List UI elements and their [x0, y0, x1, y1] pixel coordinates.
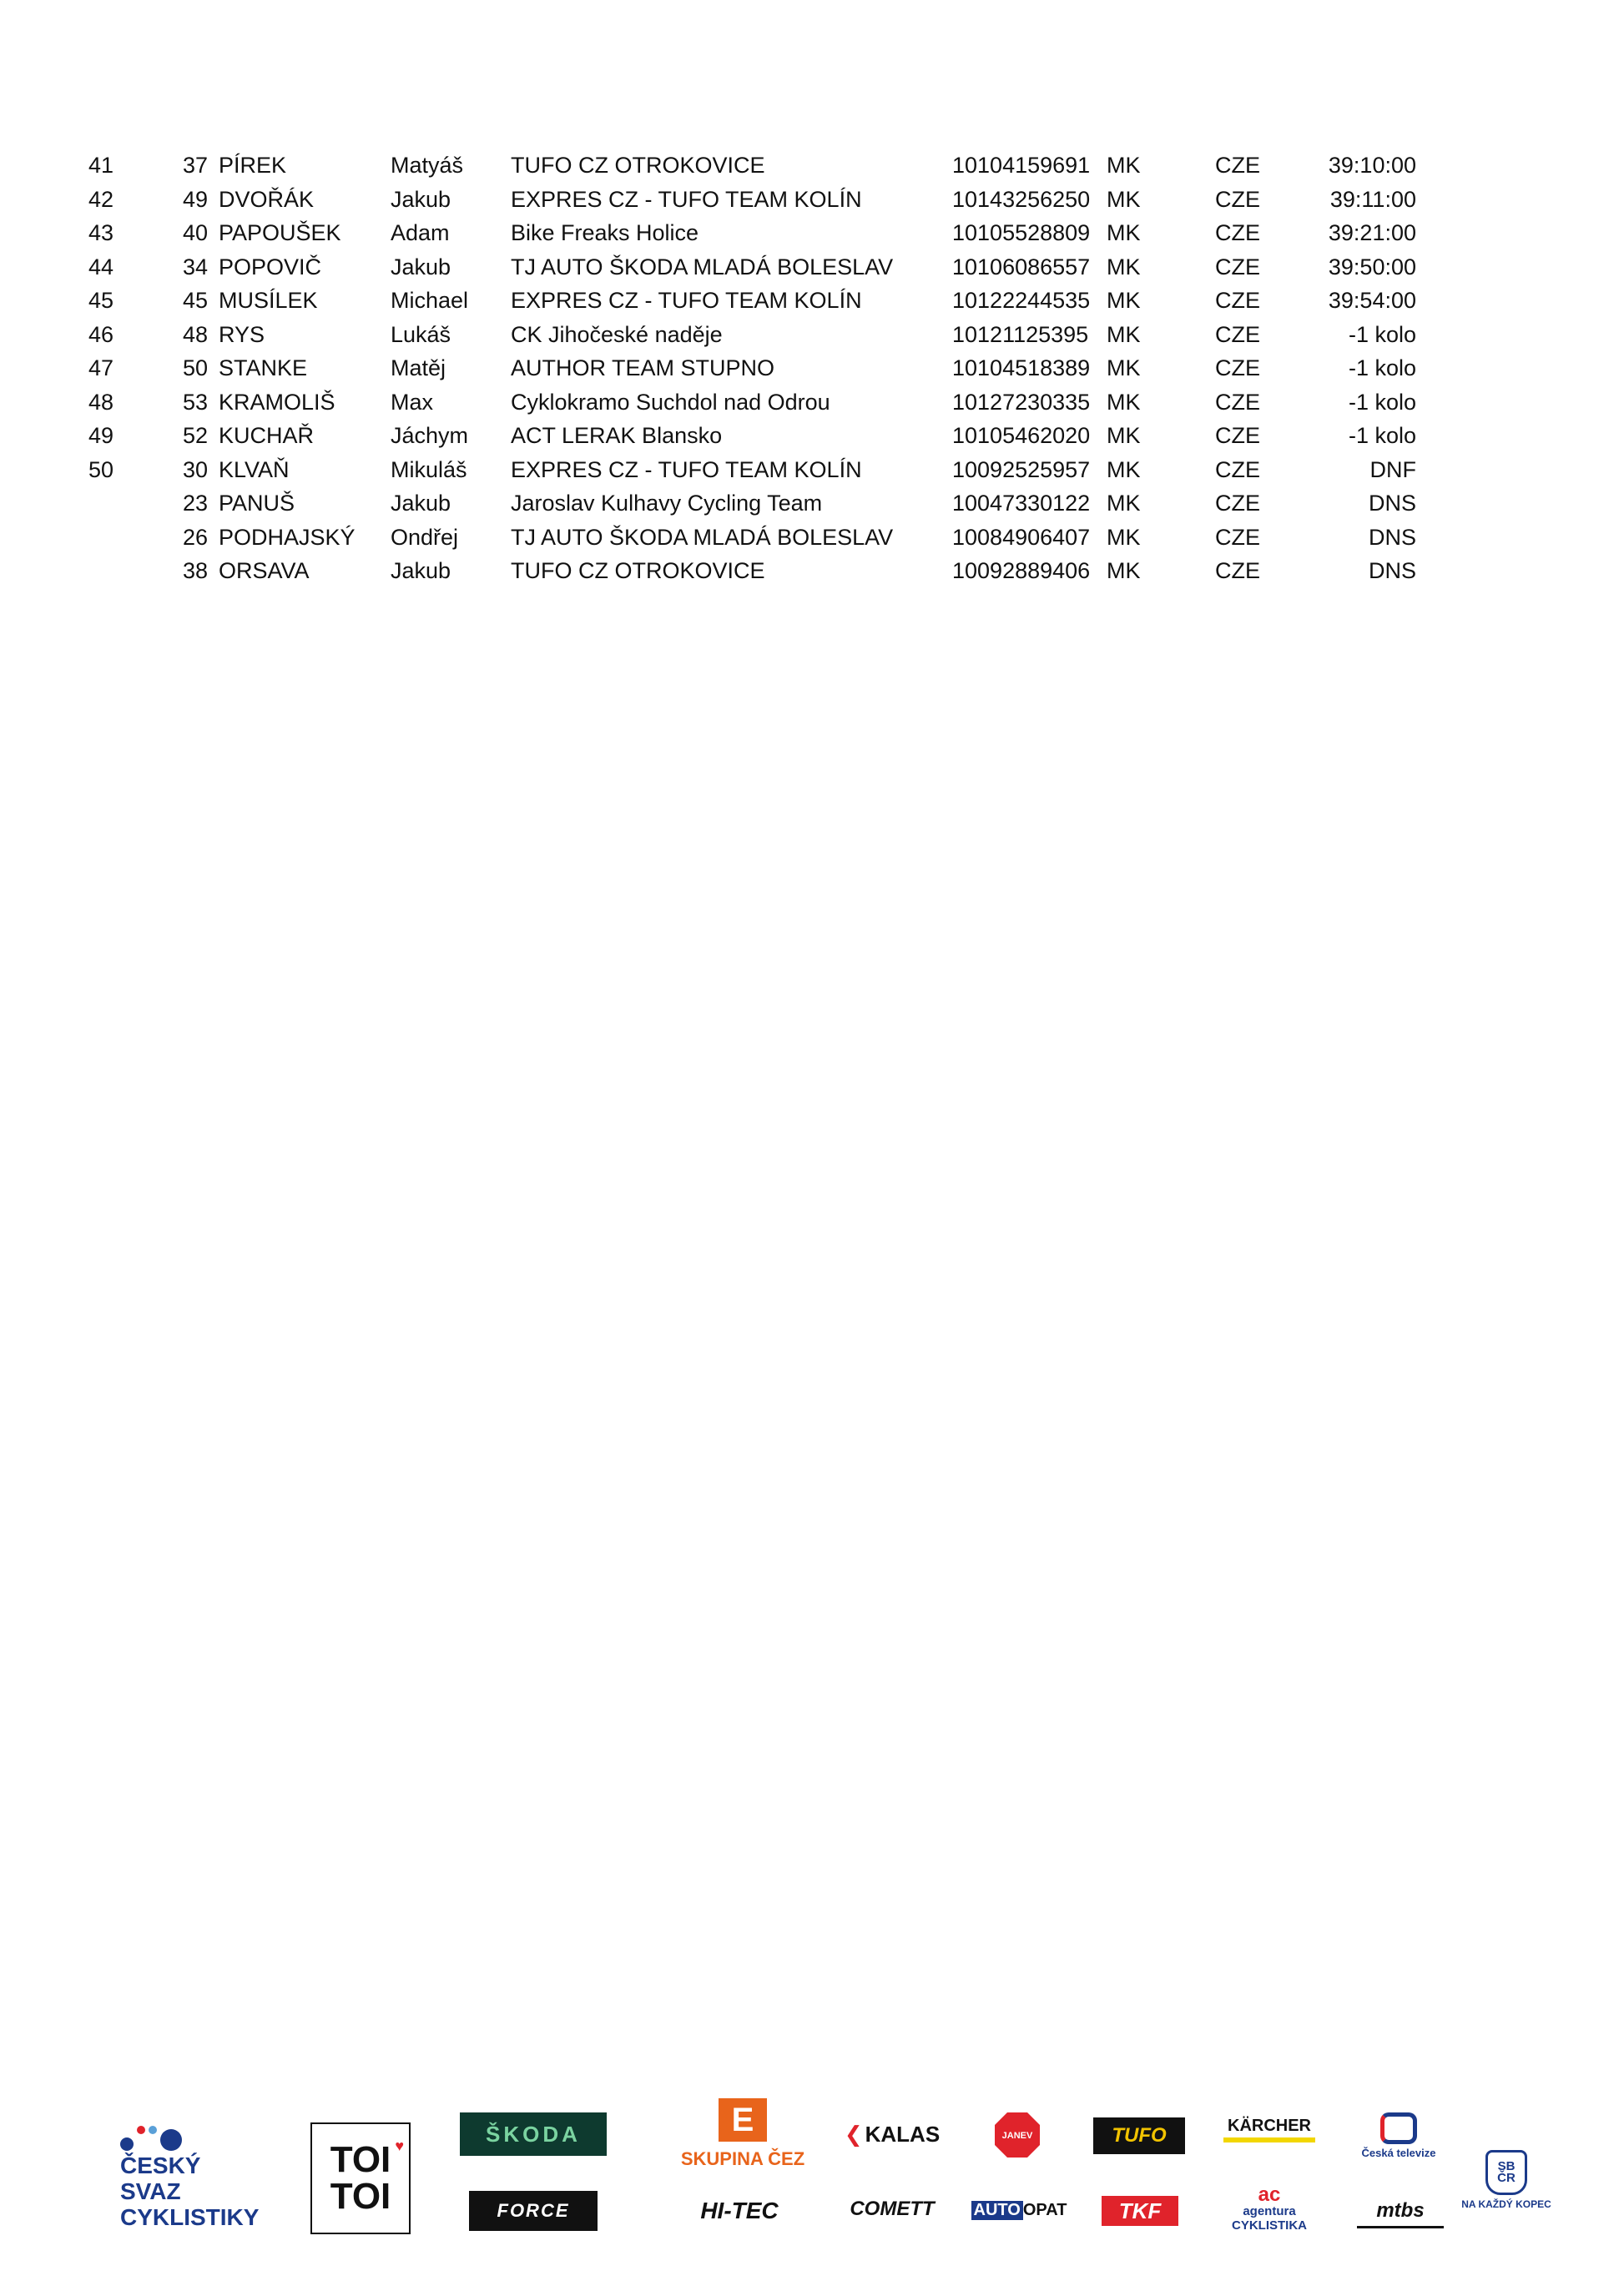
heart-icon: ♥	[395, 2137, 404, 2154]
kalas-logo	[833, 2117, 951, 2151]
rank-cell: 42	[88, 186, 114, 212]
ceska-televize-logo	[1344, 2111, 1454, 2161]
rank-cell: 43	[88, 220, 114, 245]
category-cell: MK	[1107, 321, 1141, 347]
category-cell: MK	[1107, 288, 1141, 313]
karcher-logo	[1218, 2114, 1320, 2144]
table-row	[0, 318, 1624, 352]
time-cell: 39:21:00	[1328, 220, 1416, 245]
janev-logo	[993, 2111, 1041, 2159]
csc-line-3: CYKLISTIKY	[120, 2204, 260, 2230]
table-row	[0, 419, 1624, 453]
team-cell: TUFO CZ OTROKOVICE	[511, 558, 765, 583]
firstname-cell: Michael	[391, 288, 469, 313]
hitec-logo: HI-TEC	[700, 2198, 779, 2223]
uci-id-cell: 10143256250	[952, 186, 1091, 212]
agentura-mark-icon: ac	[1258, 2183, 1281, 2206]
uci-id-cell: 10084906407	[952, 524, 1091, 550]
nationality-cell: CZE	[1215, 558, 1260, 583]
kalas-text: KALAS	[865, 2121, 941, 2147]
time-cell: DNS	[1368, 524, 1416, 550]
firstname-cell: Jakub	[391, 491, 451, 516]
rank-cell: 48	[88, 389, 114, 415]
nationality-cell: CZE	[1215, 254, 1260, 279]
category-cell: MK	[1107, 389, 1141, 415]
surname-cell: MUSÍLEK	[219, 288, 318, 313]
bib-number-cell: 38	[183, 558, 209, 583]
surname-cell: PÍREK	[219, 153, 287, 178]
uci-id-cell: 10092525957	[952, 456, 1091, 482]
kalas-mark-icon: ❮	[844, 2121, 863, 2147]
table-row	[0, 183, 1624, 217]
nationality-cell: CZE	[1215, 491, 1260, 516]
toitoi-line-1: TOI	[330, 2139, 391, 2180]
team-cell: TUFO CZ OTROKOVICE	[511, 153, 765, 178]
surname-cell: RYS	[219, 321, 265, 347]
category-cell: MK	[1107, 355, 1141, 380]
sbcr-shield-icon: SB ČR	[1485, 2150, 1527, 2195]
csc-line-1: ČESKÝ	[120, 2152, 201, 2178]
rank-cell: 45	[88, 288, 114, 313]
surname-cell: KLVAŇ	[219, 456, 290, 482]
table-row	[0, 149, 1624, 183]
bib-number-cell: 53	[183, 389, 209, 415]
surname-cell: KRAMOLIŠ	[219, 389, 335, 415]
rank-cell: 46	[88, 321, 114, 347]
surname-cell: PANUŠ	[219, 491, 295, 516]
karcher-bar	[1223, 2137, 1315, 2142]
tkf-logo: TKF	[1102, 2196, 1178, 2226]
time-cell: 39:50:00	[1328, 254, 1416, 279]
toitoi-line-2: TOI	[330, 2176, 391, 2217]
firstname-cell: Lukáš	[391, 321, 451, 347]
nationality-cell: CZE	[1215, 321, 1260, 347]
cez-mark-icon: E	[719, 2098, 767, 2142]
table-row	[0, 521, 1624, 555]
time-cell: 39:11:00	[1329, 186, 1416, 212]
firstname-cell: Jáchym	[391, 423, 469, 448]
category-cell: MK	[1107, 558, 1141, 583]
bib-number-cell: 52	[183, 423, 209, 448]
firstname-cell: Jakub	[391, 186, 451, 212]
firstname-cell: Jakub	[391, 254, 451, 279]
team-cell: EXPRES CZ - TUFO TEAM KOLÍN	[511, 288, 862, 313]
tufo-logo: TUFO	[1093, 2117, 1185, 2154]
janev-text: JANEV	[1001, 2131, 1033, 2141]
time-cell: DNF	[1369, 456, 1416, 482]
nationality-cell: CZE	[1215, 524, 1260, 550]
karcher-text: KÄRCHER	[1228, 2116, 1311, 2135]
table-row	[0, 250, 1624, 284]
results-table	[0, 149, 1624, 588]
category-cell: MK	[1107, 153, 1141, 178]
uci-id-cell: 10092889406	[952, 558, 1091, 583]
team-cell: Bike Freaks Holice	[511, 220, 699, 245]
autoopat-a: AUTO	[971, 2201, 1023, 2220]
bib-number-cell: 45	[183, 288, 209, 313]
table-row	[0, 385, 1624, 420]
rank-cell: 49	[88, 423, 114, 448]
time-cell: 39:10:00	[1328, 153, 1416, 178]
team-cell: Jaroslav Kulhavy Cycling Team	[511, 491, 823, 516]
uci-id-cell: 10105528809	[952, 220, 1091, 245]
team-cell: ACT LERAK Blansko	[511, 423, 723, 448]
table-row	[0, 554, 1624, 588]
janev-octagon-icon	[993, 2111, 1041, 2159]
surname-cell: PAPOUŠEK	[219, 220, 341, 245]
uci-id-cell: 10127230335	[952, 389, 1091, 415]
ct-text: Česká televize	[1361, 2147, 1436, 2159]
skoda-logo: ŠKODA	[460, 2112, 607, 2156]
firstname-cell: Mikuláš	[391, 456, 467, 482]
sbcr-text: NA KAŽDÝ KOPEC	[1461, 2198, 1551, 2210]
category-cell: MK	[1107, 254, 1141, 279]
team-cell: Cyklokramo Suchdol nad Odrou	[511, 389, 830, 415]
team-cell: EXPRES CZ - TUFO TEAM KOLÍN	[511, 186, 862, 212]
agentura-line-2: CYKLISTIKA	[1232, 2218, 1307, 2233]
rank-cell: 44	[88, 254, 114, 279]
firstname-cell: Ondřej	[391, 524, 459, 550]
agentura-line-1: agentura	[1243, 2204, 1296, 2218]
team-cell: AUTHOR TEAM STUPNO	[511, 355, 775, 380]
uci-id-cell: 10104518389	[952, 355, 1091, 380]
autoopat-b: OPAT	[1022, 2200, 1067, 2219]
bib-number-cell: 26	[183, 524, 209, 550]
time-cell: -1 kolo	[1348, 423, 1416, 448]
comett-logo: COMETT	[850, 2198, 935, 2220]
rank-cell: 47	[88, 355, 114, 380]
bib-number-cell: 23	[183, 491, 209, 516]
ct-mark-icon	[1380, 2112, 1417, 2144]
sbcr-logo	[1460, 2142, 1552, 2218]
bib-number-cell: 49	[183, 186, 209, 212]
category-cell: MK	[1107, 491, 1141, 516]
surname-cell: ORSAVA	[219, 558, 310, 583]
csc-line-2: SVAZ	[120, 2178, 181, 2204]
bib-number-cell: 34	[183, 254, 209, 279]
firstname-cell: Jakub	[391, 558, 451, 583]
time-cell: -1 kolo	[1348, 321, 1416, 347]
category-cell: MK	[1107, 456, 1141, 482]
category-cell: MK	[1107, 186, 1141, 212]
surname-cell: KUCHAŘ	[219, 423, 315, 448]
bib-number-cell: 50	[183, 355, 209, 380]
uci-id-cell: 10121125395	[952, 321, 1089, 347]
bib-number-cell: 30	[183, 456, 209, 482]
table-row	[0, 453, 1624, 487]
time-cell: -1 kolo	[1348, 355, 1416, 380]
nationality-cell: CZE	[1215, 153, 1260, 178]
sponsor-logos	[108, 2092, 1551, 2234]
team-cell: EXPRES CZ - TUFO TEAM KOLÍN	[511, 456, 862, 482]
nationality-cell: CZE	[1215, 389, 1260, 415]
surname-cell: POPOVIČ	[219, 254, 322, 279]
nationality-cell: CZE	[1215, 355, 1260, 380]
firstname-cell: Matěj	[391, 355, 446, 380]
autoopat-logo	[966, 2196, 1072, 2224]
surname-cell: STANKE	[219, 355, 308, 380]
uci-id-cell: 10047330122	[952, 491, 1091, 516]
bib-number-cell: 37	[183, 153, 209, 178]
time-cell: DNS	[1368, 558, 1416, 583]
toitoi-logo	[310, 2122, 411, 2234]
cesky-svaz-cyklistiky-logo	[120, 2122, 279, 2231]
nationality-cell: CZE	[1215, 220, 1260, 245]
firstname-cell: Matyáš	[391, 153, 464, 178]
category-cell: MK	[1107, 220, 1141, 245]
bib-number-cell: 48	[183, 321, 209, 347]
time-cell: 39:54:00	[1328, 288, 1416, 313]
table-row	[0, 284, 1624, 318]
rank-cell: 50	[88, 456, 114, 482]
nationality-cell: CZE	[1215, 456, 1260, 482]
surname-cell: PODHAJSKÝ	[219, 524, 356, 550]
uci-id-cell: 10105462020	[952, 423, 1091, 448]
table-row	[0, 216, 1624, 250]
team-cell: CK Jihočeské naděje	[511, 321, 723, 347]
uci-id-cell: 10106086557	[952, 254, 1091, 279]
team-cell: TJ AUTO ŠKODA MLADÁ BOLESLAV	[511, 254, 894, 279]
firstname-cell: Max	[391, 389, 434, 415]
agentura-cyklistika-logo	[1218, 2184, 1320, 2234]
uci-id-cell: 10122244535	[952, 288, 1091, 313]
firstname-cell: Adam	[391, 220, 450, 245]
time-cell: DNS	[1368, 491, 1416, 516]
rank-cell: 41	[88, 153, 114, 178]
table-row	[0, 351, 1624, 385]
time-cell: -1 kolo	[1348, 389, 1416, 415]
skupina-cez-logo	[643, 2092, 843, 2176]
category-cell: MK	[1107, 524, 1141, 550]
csc-dots-icon	[120, 2122, 279, 2151]
surname-cell: DVOŘÁK	[219, 186, 315, 212]
force-logo: FORCE	[469, 2191, 598, 2231]
uci-id-cell: 10104159691	[952, 153, 1091, 178]
bib-number-cell: 40	[183, 220, 209, 245]
category-cell: MK	[1107, 423, 1141, 448]
nationality-cell: CZE	[1215, 186, 1260, 212]
mtbs-logo: mtbs	[1357, 2196, 1444, 2228]
team-cell: TJ AUTO ŠKODA MLADÁ BOLESLAV	[511, 524, 894, 550]
nationality-cell: CZE	[1215, 423, 1260, 448]
table-row	[0, 486, 1624, 521]
cez-text: SKUPINA ČEZ	[680, 2148, 805, 2169]
nationality-cell: CZE	[1215, 288, 1260, 313]
